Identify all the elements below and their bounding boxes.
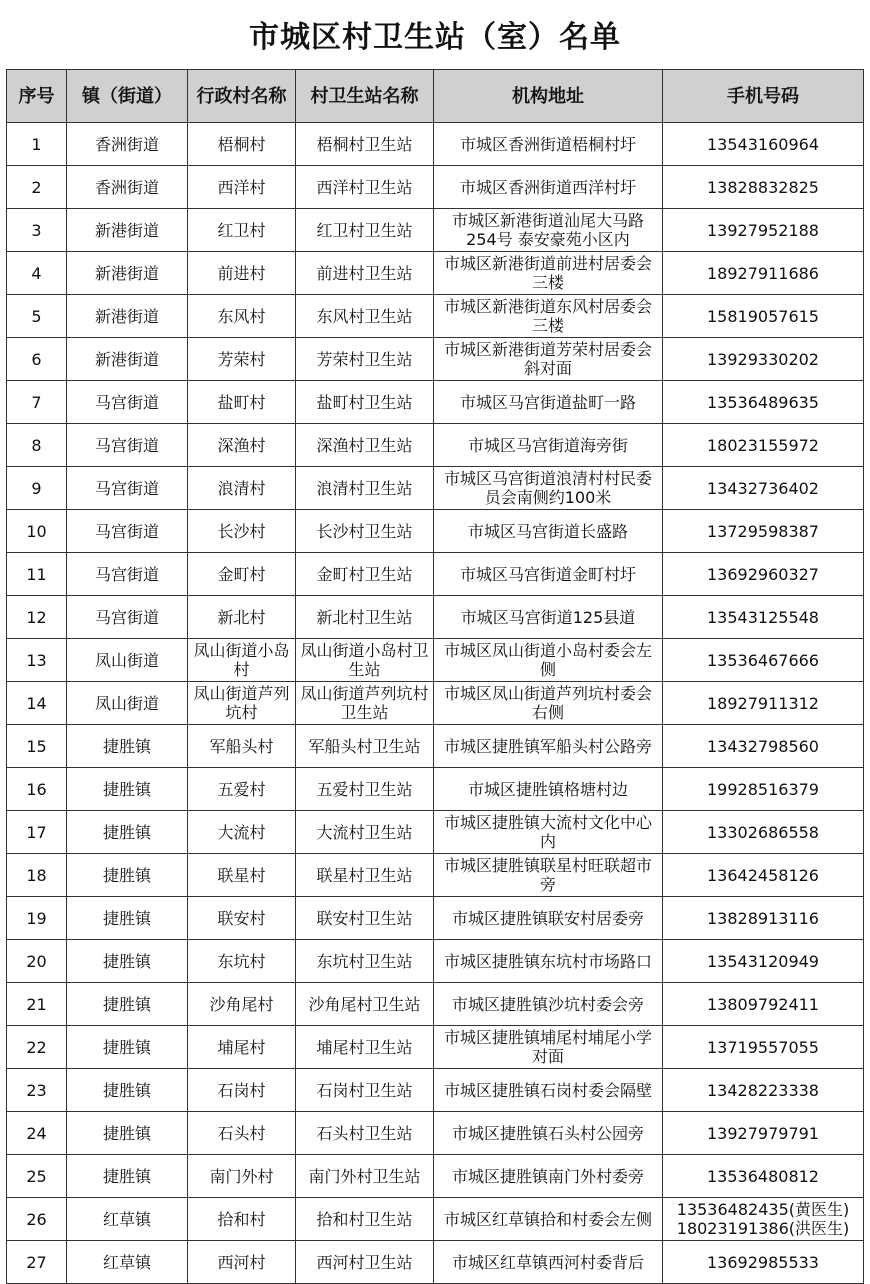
cell-village: 东坑村 (188, 940, 296, 983)
cell-village: 东风村 (188, 295, 296, 338)
cell-village: 西洋村 (188, 166, 296, 209)
cell-station: 红卫村卫生站 (296, 209, 434, 252)
cell-phone: 13729598387 (663, 510, 864, 553)
cell-town: 新港街道 (67, 338, 188, 381)
cell-phone: 13929330202 (663, 338, 864, 381)
cell-no: 21 (7, 983, 67, 1026)
table-row (7, 983, 864, 1026)
cell-village: 五爱村 (188, 768, 296, 811)
cell-station: 拾和村卫生站 (296, 1198, 434, 1241)
cell-no: 11 (7, 553, 67, 596)
table-row (7, 467, 864, 510)
cell-phone: 13719557055 (663, 1026, 864, 1069)
cell-station: 石岗村卫生站 (296, 1069, 434, 1112)
clinic-table (6, 69, 864, 1284)
cell-phone: 13536480812 (663, 1155, 864, 1198)
cell-village: 凤山街道小岛村 (188, 639, 296, 682)
cell-station: 军船头村卫生站 (296, 725, 434, 768)
cell-address: 市城区捷胜镇石头村公园旁 (434, 1112, 663, 1155)
cell-address: 市城区捷胜镇石岗村委会隔壁 (434, 1069, 663, 1112)
cell-town: 捷胜镇 (67, 940, 188, 983)
cell-station: 联星村卫生站 (296, 854, 434, 897)
table-body (7, 123, 864, 1284)
cell-station: 深渔村卫生站 (296, 424, 434, 467)
cell-no: 5 (7, 295, 67, 338)
cell-town: 捷胜镇 (67, 768, 188, 811)
cell-no: 16 (7, 768, 67, 811)
table-row (7, 295, 864, 338)
cell-phone: 13543120949 (663, 940, 864, 983)
cell-address: 市城区捷胜镇沙坑村委会旁 (434, 983, 663, 1026)
table-row (7, 854, 864, 897)
cell-address: 市城区新港街道前进村居委会三楼 (434, 252, 663, 295)
cell-station: 东坑村卫生站 (296, 940, 434, 983)
cell-address: 市城区捷胜镇格塘村边 (434, 768, 663, 811)
cell-station: 金町村卫生站 (296, 553, 434, 596)
cell-phone: 13809792411 (663, 983, 864, 1026)
cell-no: 24 (7, 1112, 67, 1155)
table-row (7, 725, 864, 768)
cell-no: 4 (7, 252, 67, 295)
cell-address: 市城区马宫街道125县道 (434, 596, 663, 639)
cell-town: 新港街道 (67, 209, 188, 252)
cell-address: 市城区新港街道东风村居委会三楼 (434, 295, 663, 338)
cell-address: 市城区捷胜镇东坑村市场路口 (434, 940, 663, 983)
cell-no: 19 (7, 897, 67, 940)
header-station: 村卫生站名称 (296, 70, 434, 123)
cell-station: 前进村卫生站 (296, 252, 434, 295)
cell-town: 马宫街道 (67, 424, 188, 467)
header-village: 行政村名称 (188, 70, 296, 123)
cell-station: 联安村卫生站 (296, 897, 434, 940)
page-title: 市城区村卫生站（室）名单 (249, 20, 621, 55)
table-row (7, 1069, 864, 1112)
table-row (7, 381, 864, 424)
table-row (7, 811, 864, 854)
header-phone: 手机号码 (663, 70, 864, 123)
cell-address: 市城区新港街道芳荣村居委会斜对面 (434, 338, 663, 381)
cell-village: 军船头村 (188, 725, 296, 768)
cell-no: 6 (7, 338, 67, 381)
cell-station: 芳荣村卫生站 (296, 338, 434, 381)
cell-station: 凤山街道芦列坑村卫生站 (296, 682, 434, 725)
cell-town: 捷胜镇 (67, 1112, 188, 1155)
cell-phone: 13927952188 (663, 209, 864, 252)
table-row (7, 1112, 864, 1155)
cell-town: 新港街道 (67, 295, 188, 338)
cell-town: 马宫街道 (67, 510, 188, 553)
cell-phone: 13543160964 (663, 123, 864, 166)
cell-village: 深渔村 (188, 424, 296, 467)
cell-station: 五爱村卫生站 (296, 768, 434, 811)
cell-village: 红卫村 (188, 209, 296, 252)
cell-no: 26 (7, 1198, 67, 1241)
cell-no: 22 (7, 1026, 67, 1069)
cell-town: 捷胜镇 (67, 983, 188, 1026)
cell-address: 市城区红草镇西河村委背后 (434, 1241, 663, 1284)
cell-phone: 13536482435(黄医生) 18023191386(洪医生) (663, 1198, 864, 1241)
cell-phone: 13927979791 (663, 1112, 864, 1155)
cell-town: 马宫街道 (67, 381, 188, 424)
cell-village: 浪清村 (188, 467, 296, 510)
cell-village: 石头村 (188, 1112, 296, 1155)
cell-town: 凤山街道 (67, 682, 188, 725)
cell-station: 梧桐村卫生站 (296, 123, 434, 166)
cell-town: 凤山街道 (67, 639, 188, 682)
cell-town: 红草镇 (67, 1241, 188, 1284)
table-row (7, 510, 864, 553)
cell-no: 14 (7, 682, 67, 725)
cell-no: 15 (7, 725, 67, 768)
cell-phone: 13828832825 (663, 166, 864, 209)
cell-phone: 18927911312 (663, 682, 864, 725)
cell-station: 埔尾村卫生站 (296, 1026, 434, 1069)
table-row (7, 1026, 864, 1069)
header-address: 机构地址 (434, 70, 663, 123)
cell-no: 18 (7, 854, 67, 897)
table-row (7, 1155, 864, 1198)
cell-station: 盐町村卫生站 (296, 381, 434, 424)
cell-no: 7 (7, 381, 67, 424)
cell-town: 香洲街道 (67, 123, 188, 166)
cell-village: 凤山街道芦列坑村 (188, 682, 296, 725)
table-row (7, 252, 864, 295)
cell-phone: 13642458126 (663, 854, 864, 897)
table-row (7, 209, 864, 252)
cell-phone: 13428223338 (663, 1069, 864, 1112)
cell-village: 盐町村 (188, 381, 296, 424)
table-row (7, 553, 864, 596)
cell-phone: 13692960327 (663, 553, 864, 596)
cell-address: 市城区捷胜镇联安村居委旁 (434, 897, 663, 940)
cell-station: 大流村卫生站 (296, 811, 434, 854)
cell-address: 市城区新港街道汕尾大马路254号 泰安豪苑小区内 (434, 209, 663, 252)
table-row (7, 424, 864, 467)
cell-no: 1 (7, 123, 67, 166)
cell-phone: 13432736402 (663, 467, 864, 510)
cell-town: 捷胜镇 (67, 811, 188, 854)
cell-no: 20 (7, 940, 67, 983)
cell-phone: 18927911686 (663, 252, 864, 295)
cell-address: 市城区凤山街道芦列坑村委会右侧 (434, 682, 663, 725)
cell-no: 27 (7, 1241, 67, 1284)
cell-phone: 13536489635 (663, 381, 864, 424)
table-row (7, 639, 864, 682)
cell-station: 沙角尾村卫生站 (296, 983, 434, 1026)
cell-address: 市城区马宫街道金町村圩 (434, 553, 663, 596)
cell-village: 芳荣村 (188, 338, 296, 381)
table-row (7, 897, 864, 940)
cell-no: 2 (7, 166, 67, 209)
cell-station: 西洋村卫生站 (296, 166, 434, 209)
cell-station: 石头村卫生站 (296, 1112, 434, 1155)
cell-address: 市城区马宫街道长盛路 (434, 510, 663, 553)
cell-phone: 13543125548 (663, 596, 864, 639)
header-town: 镇（街道） (67, 70, 188, 123)
cell-no: 10 (7, 510, 67, 553)
cell-town: 捷胜镇 (67, 854, 188, 897)
cell-town: 捷胜镇 (67, 1069, 188, 1112)
cell-town: 马宫街道 (67, 553, 188, 596)
cell-station: 浪清村卫生站 (296, 467, 434, 510)
cell-no: 9 (7, 467, 67, 510)
cell-village: 梧桐村 (188, 123, 296, 166)
cell-village: 联星村 (188, 854, 296, 897)
cell-village: 沙角尾村 (188, 983, 296, 1026)
cell-town: 香洲街道 (67, 166, 188, 209)
table-row (7, 1198, 864, 1241)
cell-village: 大流村 (188, 811, 296, 854)
cell-address: 市城区凤山街道小岛村委会左侧 (434, 639, 663, 682)
cell-phone: 13432798560 (663, 725, 864, 768)
cell-village: 南门外村 (188, 1155, 296, 1198)
cell-village: 长沙村 (188, 510, 296, 553)
cell-village: 拾和村 (188, 1198, 296, 1241)
cell-town: 捷胜镇 (67, 897, 188, 940)
cell-town: 马宫街道 (67, 467, 188, 510)
cell-phone: 19928516379 (663, 768, 864, 811)
cell-no: 12 (7, 596, 67, 639)
cell-station: 西河村卫生站 (296, 1241, 434, 1284)
cell-village: 新北村 (188, 596, 296, 639)
cell-village: 金町村 (188, 553, 296, 596)
cell-address: 市城区捷胜镇大流村文化中心内 (434, 811, 663, 854)
cell-village: 石岗村 (188, 1069, 296, 1112)
table-row (7, 123, 864, 166)
cell-address: 市城区马宫街道海旁街 (434, 424, 663, 467)
table-row (7, 940, 864, 983)
cell-phone: 13828913116 (663, 897, 864, 940)
cell-station: 东风村卫生站 (296, 295, 434, 338)
cell-no: 25 (7, 1155, 67, 1198)
table-row (7, 596, 864, 639)
cell-no: 13 (7, 639, 67, 682)
cell-village: 联安村 (188, 897, 296, 940)
table-row (7, 1241, 864, 1284)
cell-phone: 18023155972 (663, 424, 864, 467)
cell-village: 前进村 (188, 252, 296, 295)
cell-address: 市城区捷胜镇联星村旺联超市旁 (434, 854, 663, 897)
header-no: 序号 (7, 70, 67, 123)
cell-address: 市城区香洲街道梧桐村圩 (434, 123, 663, 166)
cell-village: 埔尾村 (188, 1026, 296, 1069)
cell-town: 捷胜镇 (67, 725, 188, 768)
table-row (7, 166, 864, 209)
cell-no: 23 (7, 1069, 67, 1112)
cell-town: 捷胜镇 (67, 1026, 188, 1069)
cell-address: 市城区红草镇拾和村委会左侧 (434, 1198, 663, 1241)
cell-town: 红草镇 (67, 1198, 188, 1241)
cell-no: 17 (7, 811, 67, 854)
cell-address: 市城区捷胜镇埔尾村埔尾小学对面 (434, 1026, 663, 1069)
cell-village: 西河村 (188, 1241, 296, 1284)
cell-phone: 13302686558 (663, 811, 864, 854)
cell-station: 凤山街道小岛村卫生站 (296, 639, 434, 682)
cell-address: 市城区马宫街道浪清村村民委员会南侧约100米 (434, 467, 663, 510)
table-row (7, 338, 864, 381)
table-header-row (7, 70, 864, 123)
cell-station: 新北村卫生站 (296, 596, 434, 639)
cell-address: 市城区捷胜镇军船头村公路旁 (434, 725, 663, 768)
cell-town: 马宫街道 (67, 596, 188, 639)
cell-town: 新港街道 (67, 252, 188, 295)
table-row (7, 682, 864, 725)
cell-phone: 13692985533 (663, 1241, 864, 1284)
cell-station: 长沙村卫生站 (296, 510, 434, 553)
table-row (7, 768, 864, 811)
cell-address: 市城区香洲街道西洋村圩 (434, 166, 663, 209)
cell-no: 8 (7, 424, 67, 467)
cell-address: 市城区马宫街道盐町一路 (434, 381, 663, 424)
cell-town: 捷胜镇 (67, 1155, 188, 1198)
cell-phone: 13536467666 (663, 639, 864, 682)
cell-no: 3 (7, 209, 67, 252)
cell-station: 南门外村卫生站 (296, 1155, 434, 1198)
cell-phone: 15819057615 (663, 295, 864, 338)
cell-address: 市城区捷胜镇南门外村委旁 (434, 1155, 663, 1198)
